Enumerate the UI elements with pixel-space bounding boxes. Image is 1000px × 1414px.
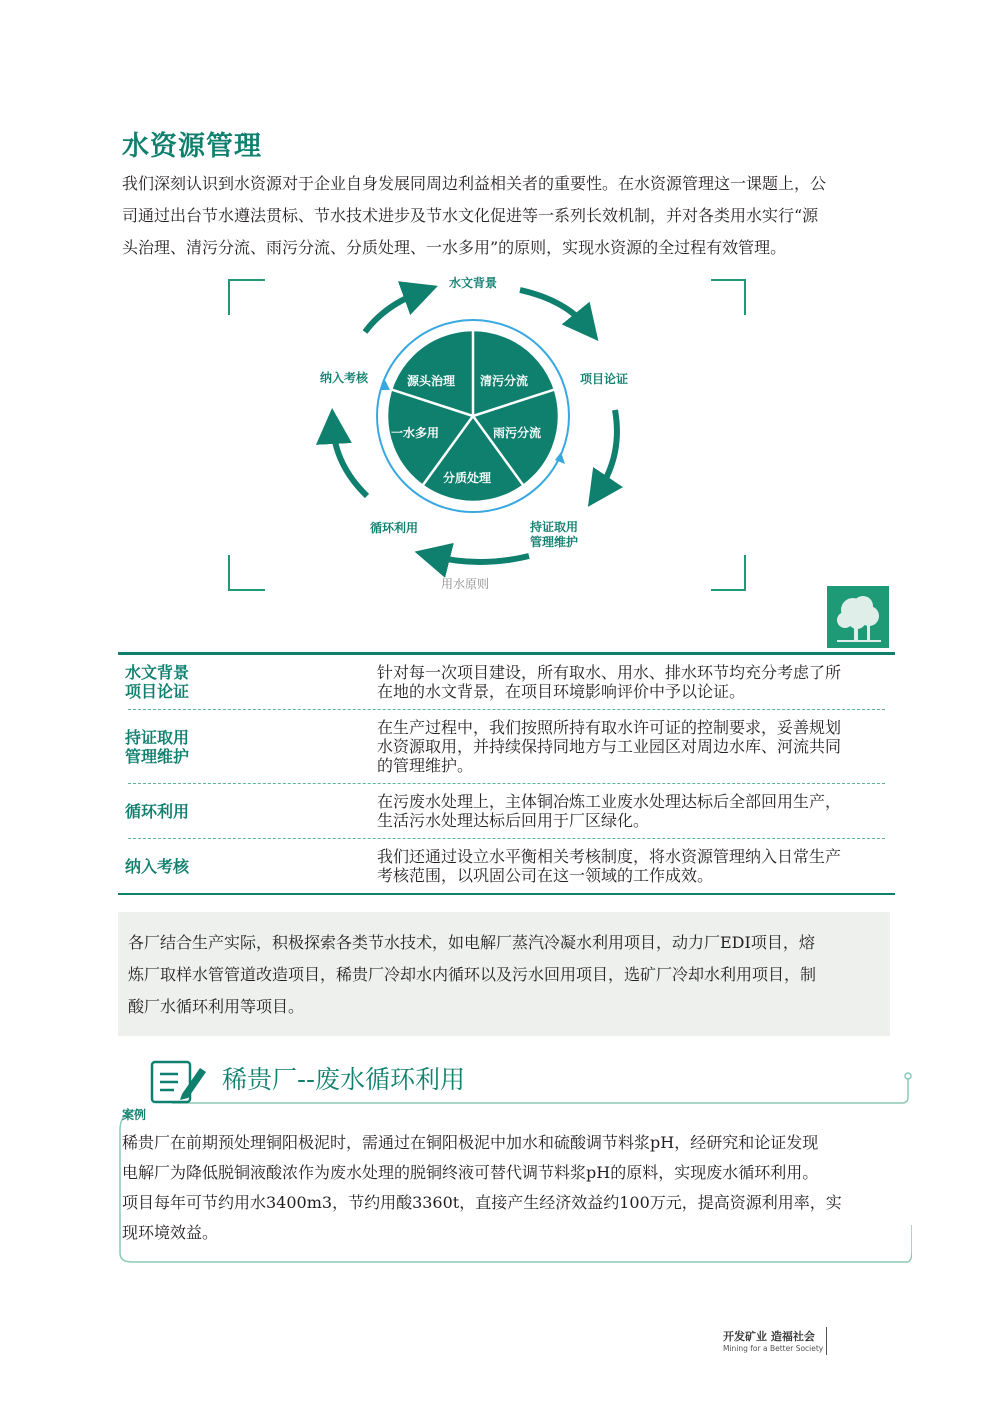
arrow-3 [598, 410, 617, 492]
row-text [375, 718, 892, 775]
label-hydrology: 水文背景 [449, 276, 498, 290]
footer-slogan: 开发矿业 造福社会 [723, 1330, 815, 1343]
row-key [118, 792, 375, 830]
arrow-4 [432, 556, 529, 562]
arrow-2 [520, 290, 587, 327]
intro-line: 头治理、清污分流、雨污分流、分质处理、一水多用”的原则，实现水资源的全过程有效管理。 [122, 238, 787, 257]
segment-multi-use: 一水多用 [391, 426, 440, 440]
table-row [118, 784, 895, 838]
water-practice-table [118, 652, 895, 895]
row-key-line: 循环利用 [125, 801, 190, 821]
case-title: 稀贵厂--废水循环利用 [222, 1065, 466, 1094]
footer-divider [826, 1327, 827, 1355]
row-text-line: 生活污水处理达标后回用于厂区绿化。 [377, 811, 650, 830]
row-key-line: 水文背景 [125, 663, 190, 682]
row-text-line: 针对每一次项目建设，所有取水、用水、排水环节均充分考虑了所 [377, 663, 842, 682]
table-row [118, 839, 895, 893]
row-key [118, 847, 375, 885]
row-key-line: 持证取用 [125, 727, 190, 747]
graybox-line: 炼厂取样水管管道改造项目，稀贵厂冷却水内循环以及污水回用项目，选矿厂冷却水利用项目，制 [128, 965, 817, 984]
label-project-verification: 项目论证 [580, 372, 629, 386]
arrow-5 [333, 426, 367, 496]
row-key-line: 管理维护 [125, 746, 190, 766]
row-text-line: 在生产过程中，我们按照所持有取水许可证的控制要求，妥善规划 [377, 718, 842, 737]
segment-rain-sewage-split: 雨污分流 [493, 426, 542, 440]
label-assessment: 纳入考核 [320, 371, 369, 385]
row-text-line: 在地的水文背景，在项目环境影响评价中予以论证。 [377, 682, 746, 701]
diagram-caption: 用水原则 [441, 577, 490, 591]
row-text-line: 的管理维护。 [377, 756, 474, 775]
graybox-line: 各厂结合生产实际，积极探索各类节水技术，如电解厂蒸汽冷凝水利用项目，动力厂EDI项目，熔 [128, 933, 815, 952]
water-principles-diagram [225, 270, 750, 600]
table-row [118, 710, 895, 783]
case-frame-right-curve [907, 1225, 912, 1262]
footer-slogan-en: Mining for a Better Society [723, 1344, 824, 1353]
case-line: 稀贵厂在前期预处理铜阳极泥时，需通过在铜阳极泥中加水和硫酸调节料浆pH，经研究和论证发现 [122, 1133, 819, 1152]
row-text-line: 我们还通过设立水平衡相关考核制度，将水资源管理纳入日常生产 [377, 847, 842, 866]
row-text-line: 在污废水处理上，主体铜冶炼工业废水处理达标后全部回用生产， [377, 792, 842, 811]
water-saving-projects-box [118, 912, 890, 1036]
label-management: 管理维护 [530, 535, 579, 549]
section-title: 水资源管理 [122, 131, 262, 162]
label-recycling: 循环利用 [370, 521, 419, 535]
arrow-1 [365, 292, 421, 332]
intro-line: 司通过出台节水遵法贯标、节水技术进步及节水文化促进等一系列长效机制，并对各类用水实行“源 [122, 206, 819, 225]
row-text-line: 考核范围，以巩固公司在这一领域的工作成效。 [377, 866, 714, 885]
row-key [118, 663, 375, 701]
document-pen-icon [152, 1062, 206, 1102]
label-licensed-use: 持证取用 [530, 520, 579, 534]
case-line: 现环境效益。 [122, 1223, 219, 1242]
intro-paragraph [122, 168, 878, 264]
case-line: 项目每年可节约用水3400m3，节约用酸3360t，直接产生经济效益约100万元，提高资源利用率，实 [122, 1193, 842, 1212]
segment-clean-sewage-split: 清污分流 [480, 374, 529, 388]
tree-icon [827, 586, 889, 648]
segment-source-control: 源头治理 [407, 374, 456, 388]
case-body [122, 1128, 902, 1248]
row-key [118, 718, 375, 775]
row-text-line: 水资源取用，并持续保持同地方与工业园区对周边水库、河流共同 [377, 737, 842, 756]
case-line: 电解厂为降低脱铜液酸浓作为废水处理的脱铜终液可替代调节料浆pH的原料，实现废水循环利用。 [122, 1163, 819, 1182]
table-row [118, 655, 895, 709]
intro-line: 我们深刻认识到水资源对于企业自身发展同周边利益相关者的重要性。在水资源管理这一课题上，公 [122, 174, 827, 193]
row-text [375, 792, 892, 830]
table-bottom-rule [118, 893, 895, 895]
row-text [375, 663, 892, 701]
row-text [375, 847, 892, 885]
diagram-svg [225, 270, 750, 600]
case-tag: 案例 [122, 1108, 147, 1122]
row-key-line: 项目论证 [125, 682, 190, 701]
segment-quality-treatment: 分质处理 [443, 471, 492, 485]
row-key-line: 纳入考核 [125, 856, 190, 876]
graybox-line: 酸厂水循环利用等项目。 [128, 997, 305, 1016]
